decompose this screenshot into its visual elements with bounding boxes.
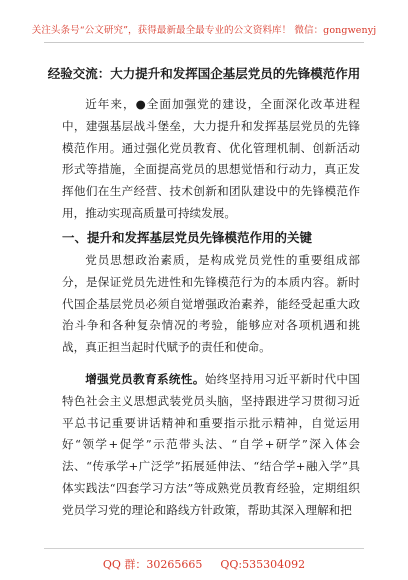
document-title: 经验交流：大力提升和发挥国企基层党员的先锋模范作用 <box>47 66 361 81</box>
section-heading-1: 一、提升和发挥基层党员先锋模范作用的关键 <box>62 230 313 245</box>
footer-contact <box>0 556 408 572</box>
paragraph-lead: 增强党员教育系统性。 <box>85 372 205 386</box>
paragraph-body: 始终坚持用习近平新时代中国特色社会主义思想武装党员头脑，坚持跟进学习贯彻习近平总书记重要讲话精神和重要指示批示精神，自觉运用好“领学+促学”示范带头法、“自学+研学”深入体会法、“传承学+广泛学”拓展延伸法、“结合学+融入学”具体实践法“四套学习方法”等成熟党员教育经验，定期组织党员学习党的理论和路线方针政策，帮助其深入理解和把 <box>62 372 360 517</box>
header-promo-note: 关注头条号“公文研究”，获得最新最全最专业的公文资料库！ 微信：gongwenyj <box>31 25 377 36</box>
paragraph-intro: 近年来，●全面加强党的建设，全面深化改革进程中，建强基层战斗堡垒，大力提升和发挥基层党员的先锋模范作用。通过强化党员教育、优化管理机制、创新活动形式等措施，全面提高党员的思想觉悟和行动力，真正发挥他们在生产经营、技术创新和团队建设中的先锋模范作用，推动实现高质量可持续发展。 <box>62 97 360 220</box>
paragraph-political-quality: 党员思想政治素质，是构成党员党性的重要组成部分，是保证党员先进性和先锋模范行为的本质内容。新时代国企基层党员必须自觉增强政治素养，能经受起重大政治斗争和各种复杂情况的考验，能够应对各项机遇和挑战，真正担当起时代赋予的责任和使命。 <box>62 253 360 355</box>
header-divider <box>44 42 364 43</box>
footer-qq-group: QQ 群：30265665 <box>102 558 203 571</box>
paragraph-education <box>62 369 360 522</box>
footer-qq: QQ:535304092 <box>220 558 306 571</box>
footer-divider <box>44 548 364 549</box>
